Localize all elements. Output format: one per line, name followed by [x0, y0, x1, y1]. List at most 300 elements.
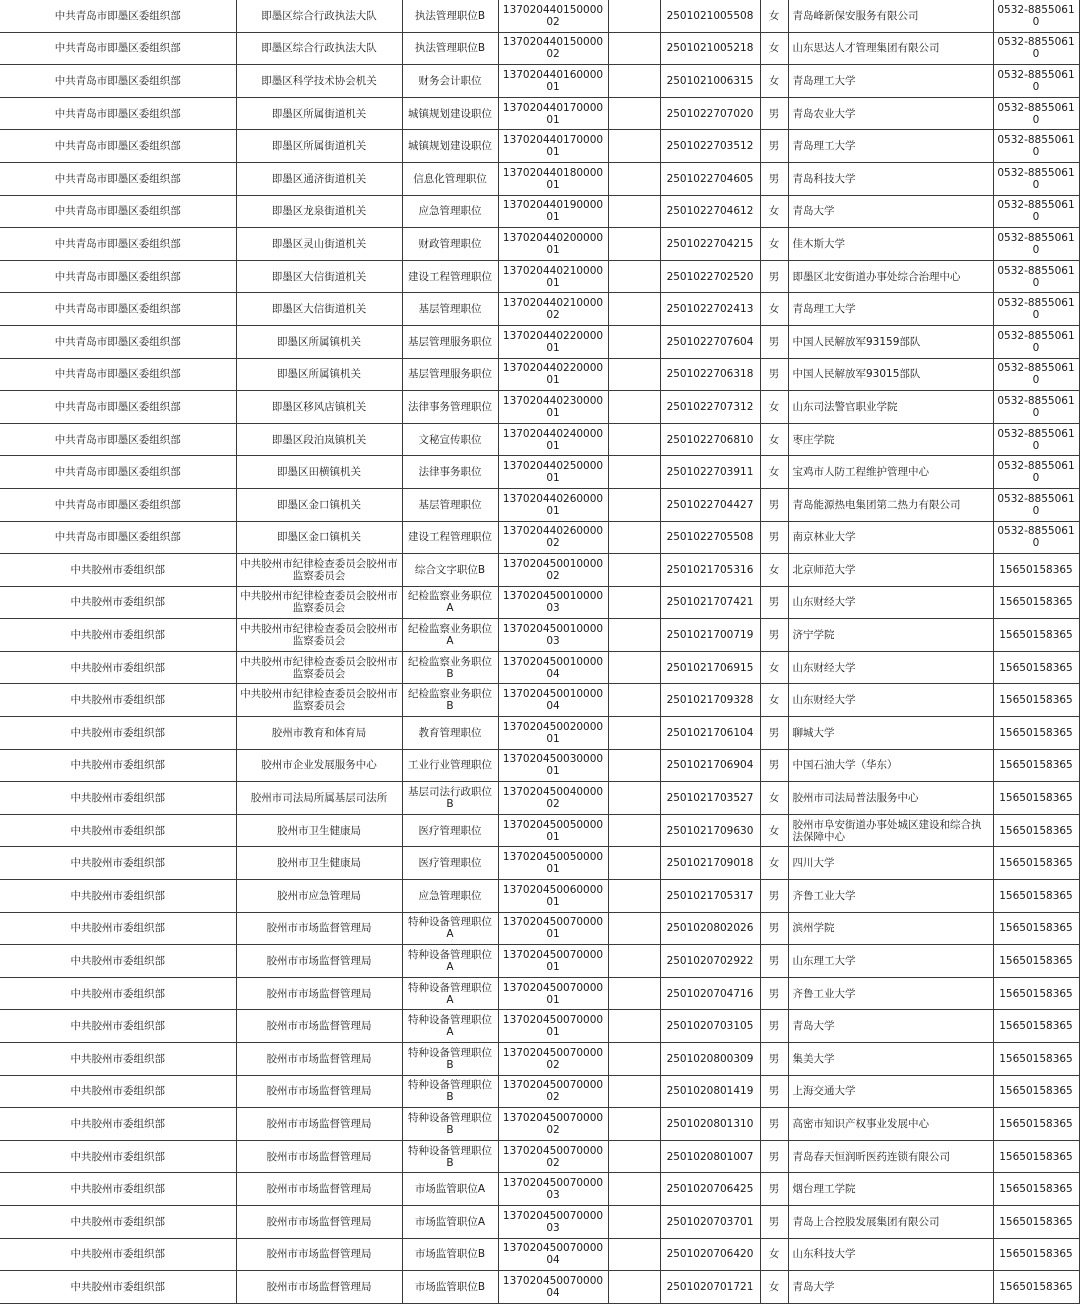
gender-cell: 女: [760, 0, 788, 32]
school-cell: 滨州学院: [788, 912, 993, 945]
table-row: [0, 456, 1079, 489]
exam-number-cell: 2501022705508: [660, 521, 760, 554]
gender-cell: 女: [760, 195, 788, 228]
dept-cell: 中共胶州市委组织部: [0, 586, 236, 619]
blank-cell: [608, 162, 660, 195]
position-code-cell: 13702044019000001: [498, 195, 608, 228]
blank-cell: [608, 651, 660, 684]
gender-cell: 女: [760, 456, 788, 489]
position-code-cell: 13702045003000001: [498, 749, 608, 782]
phone-cell: 0532-88550610: [993, 130, 1079, 163]
unit-cell: 即墨区所属街道机关: [236, 130, 402, 163]
phone-cell: 15650158365: [993, 619, 1079, 652]
school-cell: 胶州市司法局普法服务中心: [788, 782, 993, 815]
gender-cell: 男: [760, 749, 788, 782]
dept-cell: 中共胶州市委组织部: [0, 1010, 236, 1043]
table-row: [0, 228, 1079, 261]
school-cell: 山东财经大学: [788, 651, 993, 684]
unit-cell: 即墨区大信街道机关: [236, 293, 402, 326]
dept-cell: 中共青岛市即墨区委组织部: [0, 521, 236, 554]
table-row: [0, 130, 1079, 163]
school-cell: 集美大学: [788, 1043, 993, 1076]
blank-cell: [608, 1043, 660, 1076]
unit-cell: 即墨区灵山街道机关: [236, 228, 402, 261]
position-code-cell: 13702044021000001: [498, 260, 608, 293]
table-row: [0, 1010, 1079, 1043]
unit-cell: 即墨区综合行政执法大队: [236, 0, 402, 32]
school-cell: 枣庄学院: [788, 423, 993, 456]
position-cell: 应急管理职位: [402, 880, 498, 913]
dept-cell: 中共青岛市即墨区委组织部: [0, 32, 236, 65]
unit-cell: 胶州市市场监督管理局: [236, 945, 402, 978]
blank-cell: [608, 391, 660, 424]
position-cell: 城镇规划建设职位: [402, 97, 498, 130]
phone-cell: 15650158365: [993, 554, 1079, 587]
dept-cell: 中共胶州市委组织部: [0, 1173, 236, 1206]
dept-cell: 中共胶州市委组织部: [0, 684, 236, 717]
dept-cell: 中共胶州市委组织部: [0, 814, 236, 847]
position-cell: 基层司法行政职位B: [402, 782, 498, 815]
phone-cell: 15650158365: [993, 782, 1079, 815]
unit-cell: 即墨区大信街道机关: [236, 260, 402, 293]
school-cell: 青岛大学: [788, 195, 993, 228]
position-cell: 法律事务职位: [402, 456, 498, 489]
position-cell: 特种设备管理职位B: [402, 1140, 498, 1173]
table-row: [0, 977, 1079, 1010]
phone-cell: 0532-88550610: [993, 0, 1079, 32]
position-cell: 基层管理职位: [402, 293, 498, 326]
position-cell: 执法管理职位B: [402, 0, 498, 32]
position-code-cell: 13702044022000001: [498, 325, 608, 358]
dept-cell: 中共胶州市委组织部: [0, 912, 236, 945]
dept-cell: 中共青岛市即墨区委组织部: [0, 293, 236, 326]
table-row: [0, 651, 1079, 684]
school-cell: 山东司法警官职业学院: [788, 391, 993, 424]
position-code-cell: 13702044015000002: [498, 0, 608, 32]
position-code-cell: 13702045005000001: [498, 847, 608, 880]
position-code-cell: 13702044023000001: [498, 391, 608, 424]
dept-cell: 中共胶州市委组织部: [0, 1140, 236, 1173]
unit-cell: 即墨区所属镇机关: [236, 358, 402, 391]
unit-cell: 即墨区金口镇机关: [236, 488, 402, 521]
gender-cell: 男: [760, 912, 788, 945]
unit-cell: 胶州市市场监督管理局: [236, 1173, 402, 1206]
table-row: [0, 391, 1079, 424]
unit-cell: 胶州市卫生健康局: [236, 814, 402, 847]
gender-cell: 男: [760, 1140, 788, 1173]
blank-cell: [608, 814, 660, 847]
phone-cell: 15650158365: [993, 684, 1079, 717]
phone-cell: 15650158365: [993, 1271, 1079, 1304]
dept-cell: 中共胶州市委组织部: [0, 1238, 236, 1271]
exam-number-cell: 2501021709328: [660, 684, 760, 717]
table-row: [0, 586, 1079, 619]
blank-cell: [608, 423, 660, 456]
position-code-cell: 13702045001000004: [498, 651, 608, 684]
exam-number-cell: 2501022707312: [660, 391, 760, 424]
phone-cell: 15650158365: [993, 586, 1079, 619]
phone-cell: 15650158365: [993, 1010, 1079, 1043]
blank-cell: [608, 880, 660, 913]
table-row: [0, 260, 1079, 293]
position-cell: 特种设备管理职位A: [402, 977, 498, 1010]
position-code-cell: 13702045007000004: [498, 1271, 608, 1304]
position-cell: 建设工程管理职位: [402, 260, 498, 293]
position-code-cell: 13702044022000001: [498, 358, 608, 391]
dept-cell: 中共青岛市即墨区委组织部: [0, 195, 236, 228]
unit-cell: 胶州市市场监督管理局: [236, 1140, 402, 1173]
blank-cell: [608, 586, 660, 619]
dept-cell: 中共胶州市委组织部: [0, 717, 236, 750]
blank-cell: [608, 521, 660, 554]
position-code-cell: 13702045002000001: [498, 717, 608, 750]
unit-cell: 即墨区移风店镇机关: [236, 391, 402, 424]
exam-number-cell: 2501022704215: [660, 228, 760, 261]
dept-cell: 中共青岛市即墨区委组织部: [0, 162, 236, 195]
table-row: [0, 65, 1079, 98]
position-cell: 财务会计职位: [402, 65, 498, 98]
blank-cell: [608, 456, 660, 489]
school-cell: 即墨区北安街道办事处综合治理中心: [788, 260, 993, 293]
exam-number-cell: 2501021703527: [660, 782, 760, 815]
exam-number-cell: 2501021006315: [660, 65, 760, 98]
unit-cell: 即墨区所属镇机关: [236, 325, 402, 358]
position-code-cell: 13702045007000002: [498, 1108, 608, 1141]
table-row: [0, 1075, 1079, 1108]
position-code-cell: 13702045007000002: [498, 1075, 608, 1108]
dept-cell: 中共青岛市即墨区委组织部: [0, 97, 236, 130]
phone-cell: 15650158365: [993, 1075, 1079, 1108]
unit-cell: 胶州市市场监督管理局: [236, 1205, 402, 1238]
table-row: [0, 554, 1079, 587]
school-cell: 青岛春天恒润昕医药连锁有限公司: [788, 1140, 993, 1173]
position-cell: 市场监管职位B: [402, 1238, 498, 1271]
unit-cell: 胶州市应急管理局: [236, 880, 402, 913]
school-cell: 青岛能源热电集团第二热力有限公司: [788, 488, 993, 521]
table-row: [0, 195, 1079, 228]
position-code-cell: 13702045007000001: [498, 945, 608, 978]
exam-number-cell: 2501022704427: [660, 488, 760, 521]
table-row: [0, 684, 1079, 717]
gender-cell: 男: [760, 945, 788, 978]
unit-cell: 中共胶州市纪律检查委员会胶州市监察委员会: [236, 651, 402, 684]
exam-number-cell: 2501022706810: [660, 423, 760, 456]
dept-cell: 中共胶州市委组织部: [0, 977, 236, 1010]
table-row: [0, 1043, 1079, 1076]
unit-cell: 胶州市市场监督管理局: [236, 1108, 402, 1141]
phone-cell: 15650158365: [993, 847, 1079, 880]
position-cell: 财政管理职位: [402, 228, 498, 261]
dept-cell: 中共胶州市委组织部: [0, 880, 236, 913]
position-code-cell: 13702045007000001: [498, 1010, 608, 1043]
position-code-cell: 13702045006000001: [498, 880, 608, 913]
table-row: [0, 97, 1079, 130]
gender-cell: 男: [760, 325, 788, 358]
blank-cell: [608, 717, 660, 750]
unit-cell: 胶州市企业发展服务中心: [236, 749, 402, 782]
gender-cell: 女: [760, 1238, 788, 1271]
exam-number-cell: 2501021700719: [660, 619, 760, 652]
dept-cell: 中共胶州市委组织部: [0, 945, 236, 978]
blank-cell: [608, 1140, 660, 1173]
school-cell: 山东财经大学: [788, 684, 993, 717]
position-code-cell: 13702045005000001: [498, 814, 608, 847]
school-cell: 山东财经大学: [788, 586, 993, 619]
blank-cell: [608, 1271, 660, 1304]
gender-cell: 男: [760, 619, 788, 652]
blank-cell: [608, 749, 660, 782]
phone-cell: 0532-88550610: [993, 293, 1079, 326]
phone-cell: 0532-88550610: [993, 65, 1079, 98]
exam-number-cell: 2501020702922: [660, 945, 760, 978]
phone-cell: 0532-88550610: [993, 358, 1079, 391]
table-row: [0, 162, 1079, 195]
dept-cell: 中共胶州市委组织部: [0, 749, 236, 782]
position-cell: 城镇规划建设职位: [402, 130, 498, 163]
phone-cell: 15650158365: [993, 880, 1079, 913]
table-row: [0, 782, 1079, 815]
gender-cell: 女: [760, 391, 788, 424]
position-code-cell: 13702045007000004: [498, 1238, 608, 1271]
phone-cell: 15650158365: [993, 1205, 1079, 1238]
gender-cell: 男: [760, 586, 788, 619]
gender-cell: 男: [760, 130, 788, 163]
gender-cell: 女: [760, 228, 788, 261]
phone-cell: 15650158365: [993, 651, 1079, 684]
position-code-cell: 13702044016000001: [498, 65, 608, 98]
phone-cell: 0532-88550610: [993, 228, 1079, 261]
phone-cell: 15650158365: [993, 1043, 1079, 1076]
unit-cell: 胶州市教育和体育局: [236, 717, 402, 750]
exam-number-cell: 2501020704716: [660, 977, 760, 1010]
position-code-cell: 13702045007000001: [498, 977, 608, 1010]
position-code-cell: 13702045001000003: [498, 586, 608, 619]
blank-cell: [608, 260, 660, 293]
phone-cell: 15650158365: [993, 749, 1079, 782]
phone-cell: 0532-88550610: [993, 456, 1079, 489]
dept-cell: 中共青岛市即墨区委组织部: [0, 488, 236, 521]
blank-cell: [608, 97, 660, 130]
position-cell: 特种设备管理职位A: [402, 945, 498, 978]
phone-cell: 0532-88550610: [993, 391, 1079, 424]
position-code-cell: 13702045007000001: [498, 912, 608, 945]
exam-number-cell: 2501020801310: [660, 1108, 760, 1141]
table-row: [0, 1108, 1079, 1141]
exam-number-cell: 2501022704612: [660, 195, 760, 228]
gender-cell: 女: [760, 651, 788, 684]
table-row: [0, 521, 1079, 554]
blank-cell: [608, 1108, 660, 1141]
dept-cell: 中共胶州市委组织部: [0, 651, 236, 684]
position-cell: 综合文字职位B: [402, 554, 498, 587]
gender-cell: 男: [760, 717, 788, 750]
phone-cell: 0532-88550610: [993, 97, 1079, 130]
dept-cell: 中共胶州市委组织部: [0, 1043, 236, 1076]
gender-cell: 男: [760, 358, 788, 391]
gender-cell: 女: [760, 423, 788, 456]
dept-cell: 中共胶州市委组织部: [0, 782, 236, 815]
blank-cell: [608, 195, 660, 228]
phone-cell: 0532-88550610: [993, 195, 1079, 228]
dept-cell: 中共胶州市委组织部: [0, 1108, 236, 1141]
dept-cell: 中共青岛市即墨区委组织部: [0, 325, 236, 358]
position-code-cell: 13702045007000002: [498, 1140, 608, 1173]
table-row: [0, 0, 1079, 32]
position-code-cell: 13702044026000001: [498, 488, 608, 521]
school-cell: 青岛理工大学: [788, 293, 993, 326]
position-code-cell: 13702045007000003: [498, 1173, 608, 1206]
position-cell: 基层管理职位: [402, 488, 498, 521]
gender-cell: 男: [760, 1075, 788, 1108]
phone-cell: 0532-88550610: [993, 325, 1079, 358]
blank-cell: [608, 1010, 660, 1043]
position-code-cell: 13702044018000001: [498, 162, 608, 195]
position-cell: 信息化管理职位: [402, 162, 498, 195]
dept-cell: 中共胶州市委组织部: [0, 554, 236, 587]
blank-cell: [608, 912, 660, 945]
exam-number-cell: 2501021705317: [660, 880, 760, 913]
blank-cell: [608, 325, 660, 358]
table-row: [0, 945, 1079, 978]
exam-number-cell: 2501020801007: [660, 1140, 760, 1173]
unit-cell: 即墨区田横镇机关: [236, 456, 402, 489]
position-code-cell: 13702045007000003: [498, 1205, 608, 1238]
school-cell: 山东思达人才管理集团有限公司: [788, 32, 993, 65]
school-cell: 烟台理工学院: [788, 1173, 993, 1206]
table-row: [0, 325, 1079, 358]
dept-cell: 中共青岛市即墨区委组织部: [0, 358, 236, 391]
position-code-cell: 13702044025000001: [498, 456, 608, 489]
unit-cell: 胶州市市场监督管理局: [236, 1238, 402, 1271]
position-cell: 医疗管理职位: [402, 847, 498, 880]
dept-cell: 中共胶州市委组织部: [0, 1271, 236, 1304]
gender-cell: 男: [760, 1205, 788, 1238]
position-code-cell: 13702044024000001: [498, 423, 608, 456]
position-cell: 法律事务管理职位: [402, 391, 498, 424]
exam-number-cell: 2501021005508: [660, 0, 760, 32]
phone-cell: 0532-88550610: [993, 32, 1079, 65]
unit-cell: 胶州市市场监督管理局: [236, 912, 402, 945]
blank-cell: [608, 65, 660, 98]
school-cell: 齐鲁工业大学: [788, 880, 993, 913]
school-cell: 佳木斯大学: [788, 228, 993, 261]
blank-cell: [608, 977, 660, 1010]
dept-cell: 中共青岛市即墨区委组织部: [0, 65, 236, 98]
gender-cell: 男: [760, 880, 788, 913]
exam-number-cell: 2501021706104: [660, 717, 760, 750]
position-cell: 应急管理职位: [402, 195, 498, 228]
blank-cell: [608, 1205, 660, 1238]
table-row: [0, 1173, 1079, 1206]
school-cell: 中国人民解放军93015部队: [788, 358, 993, 391]
blank-cell: [608, 0, 660, 32]
unit-cell: 即墨区段泊岚镇机关: [236, 423, 402, 456]
unit-cell: 中共胶州市纪律检查委员会胶州市监察委员会: [236, 684, 402, 717]
school-cell: 北京师范大学: [788, 554, 993, 587]
phone-cell: 0532-88550610: [993, 162, 1079, 195]
exam-number-cell: 2501021005218: [660, 32, 760, 65]
position-cell: 基层管理服务职位: [402, 358, 498, 391]
dept-cell: 中共青岛市即墨区委组织部: [0, 391, 236, 424]
position-cell: 教育管理职位: [402, 717, 498, 750]
school-cell: 上海交通大学: [788, 1075, 993, 1108]
school-cell: 青岛峰新保安服务有限公司: [788, 0, 993, 32]
position-code-cell: 13702044020000001: [498, 228, 608, 261]
unit-cell: 即墨区综合行政执法大队: [236, 32, 402, 65]
blank-cell: [608, 1173, 660, 1206]
school-cell: 青岛理工大学: [788, 130, 993, 163]
exam-number-cell: 2501021706904: [660, 749, 760, 782]
position-code-cell: 13702044017000001: [498, 130, 608, 163]
unit-cell: 胶州市市场监督管理局: [236, 1075, 402, 1108]
unit-cell: 中共胶州市纪律检查委员会胶州市监察委员会: [236, 554, 402, 587]
blank-cell: [608, 130, 660, 163]
school-cell: 青岛大学: [788, 1271, 993, 1304]
school-cell: 青岛理工大学: [788, 65, 993, 98]
exam-number-cell: 2501022704605: [660, 162, 760, 195]
exam-number-cell: 2501022706318: [660, 358, 760, 391]
position-code-cell: 13702045004000002: [498, 782, 608, 815]
position-cell: 纪检监察业务职位A: [402, 619, 498, 652]
phone-cell: 15650158365: [993, 814, 1079, 847]
position-cell: 特种设备管理职位A: [402, 912, 498, 945]
school-cell: 四川大学: [788, 847, 993, 880]
table-row: [0, 1205, 1079, 1238]
gender-cell: 女: [760, 32, 788, 65]
exam-number-cell: 2501022702413: [660, 293, 760, 326]
dept-cell: 中共青岛市即墨区委组织部: [0, 260, 236, 293]
table-row: [0, 1238, 1079, 1271]
gender-cell: 男: [760, 162, 788, 195]
position-cell: 工业行业管理职位: [402, 749, 498, 782]
exam-number-cell: 2501021706915: [660, 651, 760, 684]
blank-cell: [608, 1075, 660, 1108]
position-cell: 基层管理服务职位: [402, 325, 498, 358]
unit-cell: 胶州市市场监督管理局: [236, 977, 402, 1010]
position-cell: 市场监管职位A: [402, 1205, 498, 1238]
exam-number-cell: 2501020706425: [660, 1173, 760, 1206]
position-code-cell: 13702044017000001: [498, 97, 608, 130]
school-cell: 中国石油大学（华东）: [788, 749, 993, 782]
unit-cell: 中共胶州市纪律检查委员会胶州市监察委员会: [236, 619, 402, 652]
gender-cell: 男: [760, 1173, 788, 1206]
table-row: [0, 814, 1079, 847]
school-cell: 南京林业大学: [788, 521, 993, 554]
table-row: [0, 293, 1079, 326]
exam-number-cell: 2501022703911: [660, 456, 760, 489]
phone-cell: 15650158365: [993, 1140, 1079, 1173]
position-cell: 建设工程管理职位: [402, 521, 498, 554]
gender-cell: 男: [760, 260, 788, 293]
gender-cell: 女: [760, 847, 788, 880]
school-cell: 高密市知识产权事业发展中心: [788, 1108, 993, 1141]
gender-cell: 男: [760, 488, 788, 521]
school-cell: 中国人民解放军93159部队: [788, 325, 993, 358]
exam-number-cell: 2501020703701: [660, 1205, 760, 1238]
table-row: [0, 1271, 1079, 1304]
unit-cell: 即墨区所属街道机关: [236, 97, 402, 130]
phone-cell: 15650158365: [993, 717, 1079, 750]
gender-cell: 男: [760, 977, 788, 1010]
blank-cell: [608, 32, 660, 65]
blank-cell: [608, 782, 660, 815]
school-cell: 青岛大学: [788, 1010, 993, 1043]
phone-cell: 15650158365: [993, 1238, 1079, 1271]
unit-cell: 胶州市市场监督管理局: [236, 1043, 402, 1076]
school-cell: 齐鲁工业大学: [788, 977, 993, 1010]
table-row: [0, 717, 1079, 750]
table-row: [0, 847, 1079, 880]
